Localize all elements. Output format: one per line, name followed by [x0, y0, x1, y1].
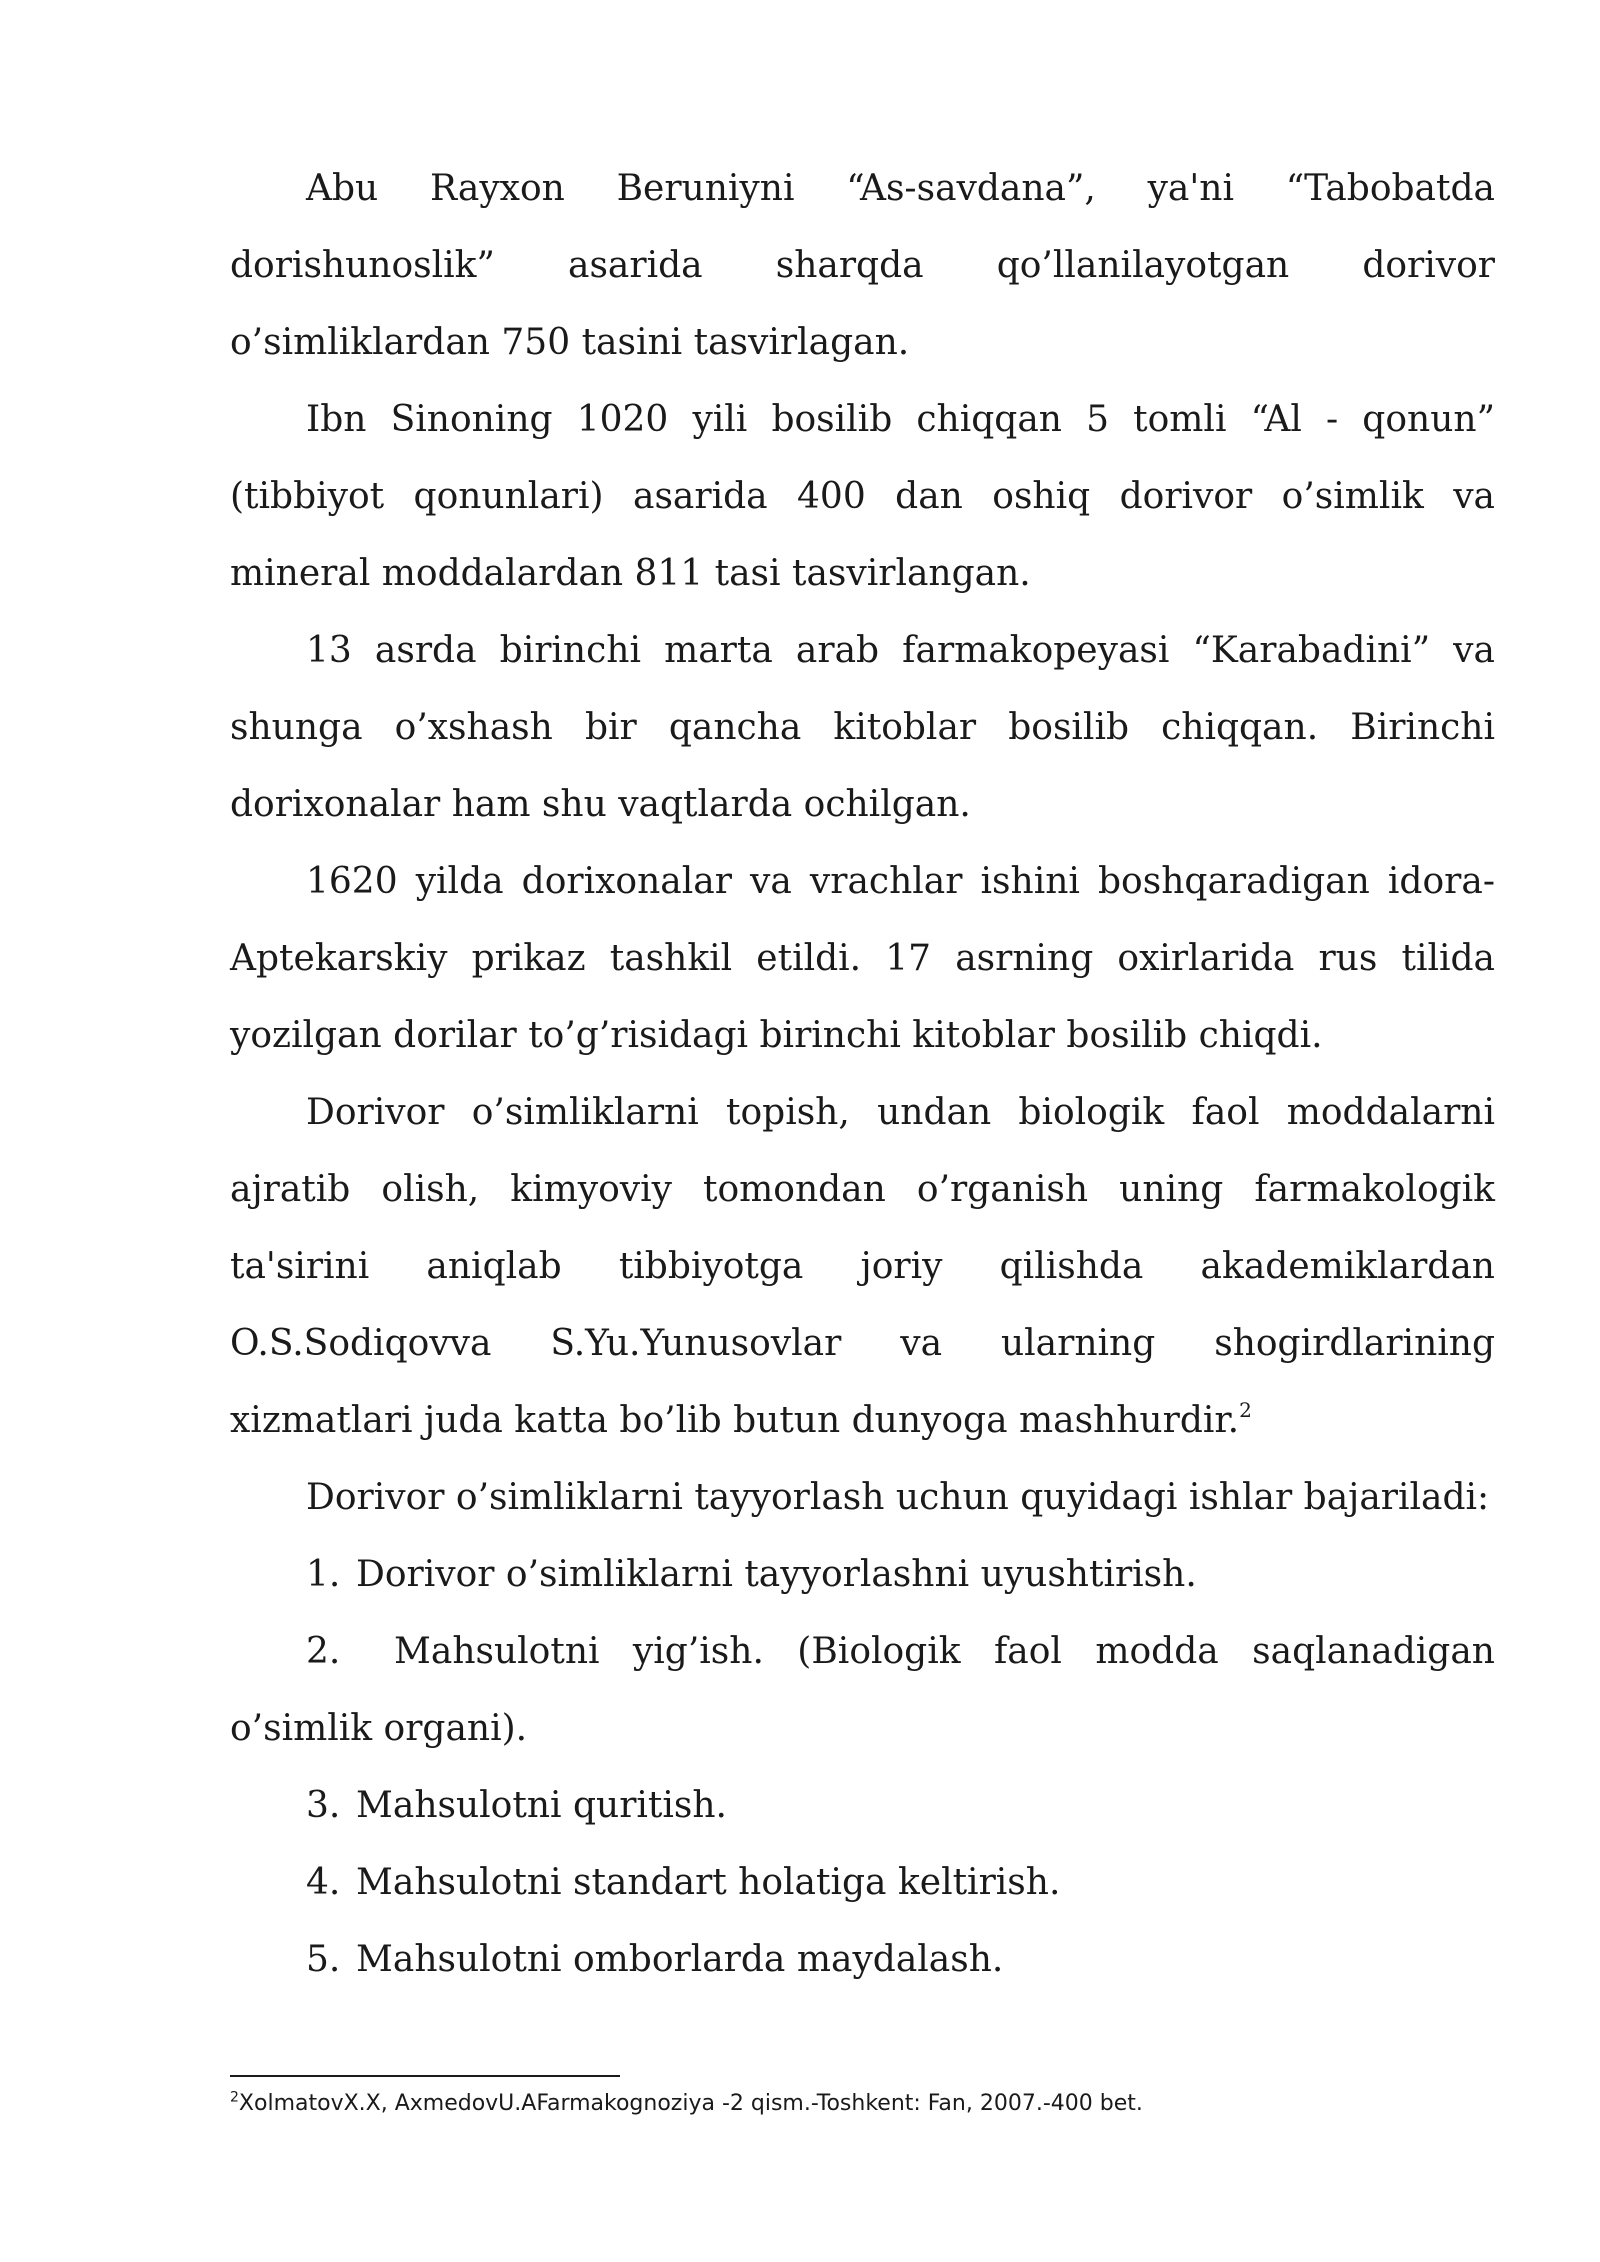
- footnote-reference[interactable]: 2: [1239, 1398, 1252, 1422]
- paragraph-beruniy: Abu Rayxon Beruniyni “As-savdana”, ya'ni “Tabobatda dorishunoslik” asarida sharqda qo’llanilayotgan dorivor o’simliklardan 750 tasini tasvirlagan.: [230, 168, 1495, 363]
- paragraph-list-intro: Dorivor o’simliklarni tayyorlash uchun quyidagi ishlar bajariladi:: [306, 1477, 1490, 1518]
- footnote-text: XolmatovX.X, AxmedovU.AFarmakognoziya -2 qism.-Toshkent: Fan, 2007.-400 bet.: [238, 2091, 1143, 2116]
- paragraph-academicians-text: Dorivor o’simliklarni topish, undan biologik faol moddalarni ajratib olish, kimyoviy tomondan o’rganish uning farmakologik ta'sirini aniqlab tibbiyotga joriy qilishda akademiklardan O.S.Sodiqovva S.Yu.Yunusovlar va ularning shogirdlarining xizmatlari juda katta bo’lib butun dunyoga mashhurdir.: [230, 1092, 1495, 1441]
- document-body: [230, 150, 1495, 1998]
- list-item: [230, 1844, 1495, 1921]
- list-item: [230, 1613, 1495, 1767]
- paragraph-academicians: [230, 1074, 1495, 1459]
- list-item-number: 4.: [306, 1862, 341, 1903]
- list-item-number: 2.: [306, 1631, 341, 1672]
- paragraph-ibn-sino: Ibn Sinoning 1020 yili bosilib chiqqan 5 tomli “Al - qonun” (tibbiyot qonunlari) asarida 400 dan oshiq dorivor o’simlik va mineral moddalardan 811 tasi tasvirlangan.: [230, 399, 1495, 594]
- list-item-number: 5.: [306, 1939, 341, 1980]
- list-item-text: Mahsulotni standart holatiga keltirish.: [356, 1862, 1061, 1903]
- list-item: [230, 1767, 1495, 1844]
- footnote-number: 2: [230, 2089, 239, 2106]
- list-item: [230, 1921, 1495, 1998]
- footnote-separator: [230, 2075, 620, 2077]
- list-item-number: 3.: [306, 1785, 341, 1826]
- list-item: [230, 1536, 1495, 1613]
- list-item-text: Mahsulotni omborlarda maydalash.: [356, 1939, 1004, 1980]
- paragraph-karabadini: 13 asrda birinchi marta arab farmakopeyasi “Karabadini” va shunga o’xshash bir qancha kitoblar bosilib chiqqan. Birinchi dorixonalar ham shu vaqtlarda ochilgan.: [230, 630, 1495, 825]
- paragraph-aptekarskiy-prikaz: 1620 yilda dorixonalar va vrachlar ishini boshqaradigan idora-Aptekarskiy prikaz tashkil etildi. 17 asrning oxirlarida rus tilida yozilgan dorilar to’g’risidagi birinchi kitoblar bosilib chiqdi.: [230, 861, 1495, 1056]
- list-item-text: Mahsulotni yig’ish. (Biologik faol modda saqlanadigan o’simlik organi).: [230, 1631, 1495, 1749]
- list-item-text: Dorivor o’simliklarni tayyorlashni uyushtirish.: [356, 1554, 1197, 1595]
- list-item-text: Mahsulotni quritish.: [356, 1785, 728, 1826]
- footnote: [230, 2088, 1495, 2120]
- list-item-number: 1.: [306, 1554, 341, 1595]
